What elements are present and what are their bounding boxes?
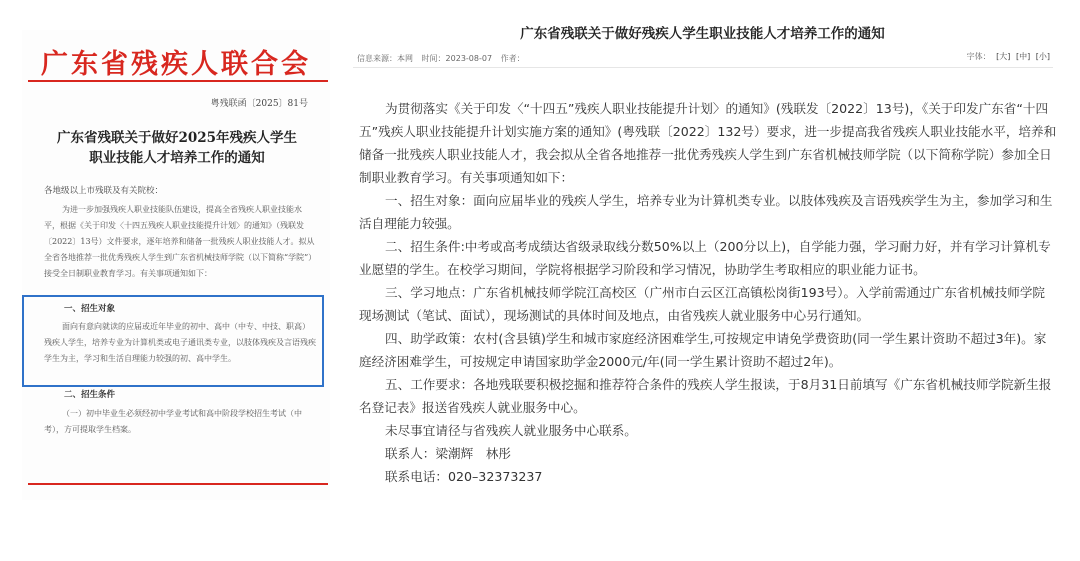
notice-paragraph: 一、招生对象：面向应届毕业的残疾人学生，培养专业为计算机类专业。以肢体残疾及言语残疾学生为主，参加学习和生活自理能力较强。 <box>359 193 1053 231</box>
notice-title: 广东省残联关于做好残疾人学生职业技能人才培养工作的通知 <box>520 26 885 42</box>
meta-source: 信息来源：本网 <box>357 54 413 63</box>
meta-time: 时间：2023-08-07 <box>421 54 493 63</box>
section1-heading: 一、招生对象 <box>64 304 116 314</box>
addressee: 各地级以上市残联及有关院校： <box>44 186 164 196</box>
notice-paragraph: 为贯彻落实《关于印发〈“十四五”残疾人职业技能提升计划〉的通知》(残联发〔2022〕13号)，《关于印发广东省“十四五”残疾人职业技能提升计划实施方案的通知》(粤残联〔2022〕132号）要求，进一步提高我省残疾人职业技能水平，培养和储备一批残疾人职业技能人才，我会拟从全省各地推荐一批优秀残疾人学生到广东省机械技师学院（以下简称学院）参加全日制职业教育学习。有关事项通知如下： <box>359 101 1057 185</box>
document-number: 粤残联函〔2025〕81号 <box>210 99 308 109</box>
letter-intro: 为进一步加强残疾人职业技能队伍建设，提高全省残疾人职业技能水平，根据《关于印发〈十四五残疾人职业技能提升计划〉的通知》（残联发〔2022〕13号）文件要求，逐年培养和储备一批残疾人职业技能人才。拟从全省各地推荐一批优秀残疾人学生到广东省机械技师学院（以下简称“学院”）接受全日制职业教育学习。有关事项通知如下： <box>44 205 315 278</box>
bottom-divider <box>28 483 328 485</box>
meta-divider <box>353 67 1053 68</box>
font-size-small-link[interactable]: [小] <box>1035 52 1050 61</box>
section2-heading: 二、招生条件 <box>64 390 116 400</box>
section1-body: 面向有意向就读的应届或近年毕业的初中、高中（中专、中技、职高）残疾人学生，培养专业为计算机类或电子通讯类专业，以肢体残疾及言语残疾学生为主，学习和生活自理能力较强的初、高中学生。 <box>44 322 316 363</box>
notice-paragraph: 三、学习地点：广东省机械技师学院江高校区（广州市白云区江高镇松岗街193号）。入学前需通过广东省机械技师学院现场测试（笔试、面试），现场测试的具体时间及地点，由省残疾人就业服务中心另行通知。 <box>359 285 1046 323</box>
letter-title-line1: 广东省残联关于做好2025年残疾人学生 <box>56 130 298 146</box>
notice-paragraph: 未尽事宜请径与省残疾人就业服务中心联系。 <box>385 423 637 438</box>
letter-title <box>32 128 322 168</box>
letterhead: 广东省残疾人联合会 <box>41 49 311 80</box>
font-size-medium-link[interactable]: [中] <box>1015 52 1031 61</box>
letter-title-line2: 职业技能人才培养工作的通知 <box>89 150 265 166</box>
letterhead-divider <box>28 80 328 82</box>
font-size-control <box>967 51 1050 62</box>
notice-paragraph: 二、招生条件:中考或高考成绩达省级录取线分数50%以上（200分以上)，自学能力强，学习耐力好，并有学习计算机专业愿望的学生。在校学习期间，学院将根据学习阶段和学习情况，协助学生考取相应的职业能力证书。 <box>359 239 1051 277</box>
contact-phone: 联系电话：020–32373237 <box>385 469 543 484</box>
notice-body <box>359 97 1057 488</box>
official-letter <box>22 30 330 500</box>
section2-body: （一）初中毕业生必须经初中学业考试和高中阶段学校招生考试（中考），方可提取学生档案。 <box>44 409 302 434</box>
font-size-label: 字体： <box>966 52 991 61</box>
meta-author: 作者： <box>500 54 525 63</box>
notice-meta <box>357 53 531 64</box>
web-notice <box>345 0 1060 530</box>
notice-paragraph: 五、工作要求：各地残联要积极挖掘和推荐符合条件的残疾人学生报读，于8月31日前填写《广东省机械技师学院新生报名登记表》报送省残疾人就业服务中心。 <box>359 377 1052 415</box>
contact-person: 联系人：梁潮辉 林彤 <box>385 446 511 461</box>
notice-paragraph: 四、助学政策：农村(含县镇)学生和城市家庭经济困难学生,可按规定申请免学费资助(同一学生累计资助不超过3年)。家庭经济困难学生，可按规定申请国家助学金2000元/年(同一学生累计资助不超过2年)。 <box>359 331 1047 369</box>
font-size-large-link[interactable]: [大] <box>996 52 1011 61</box>
